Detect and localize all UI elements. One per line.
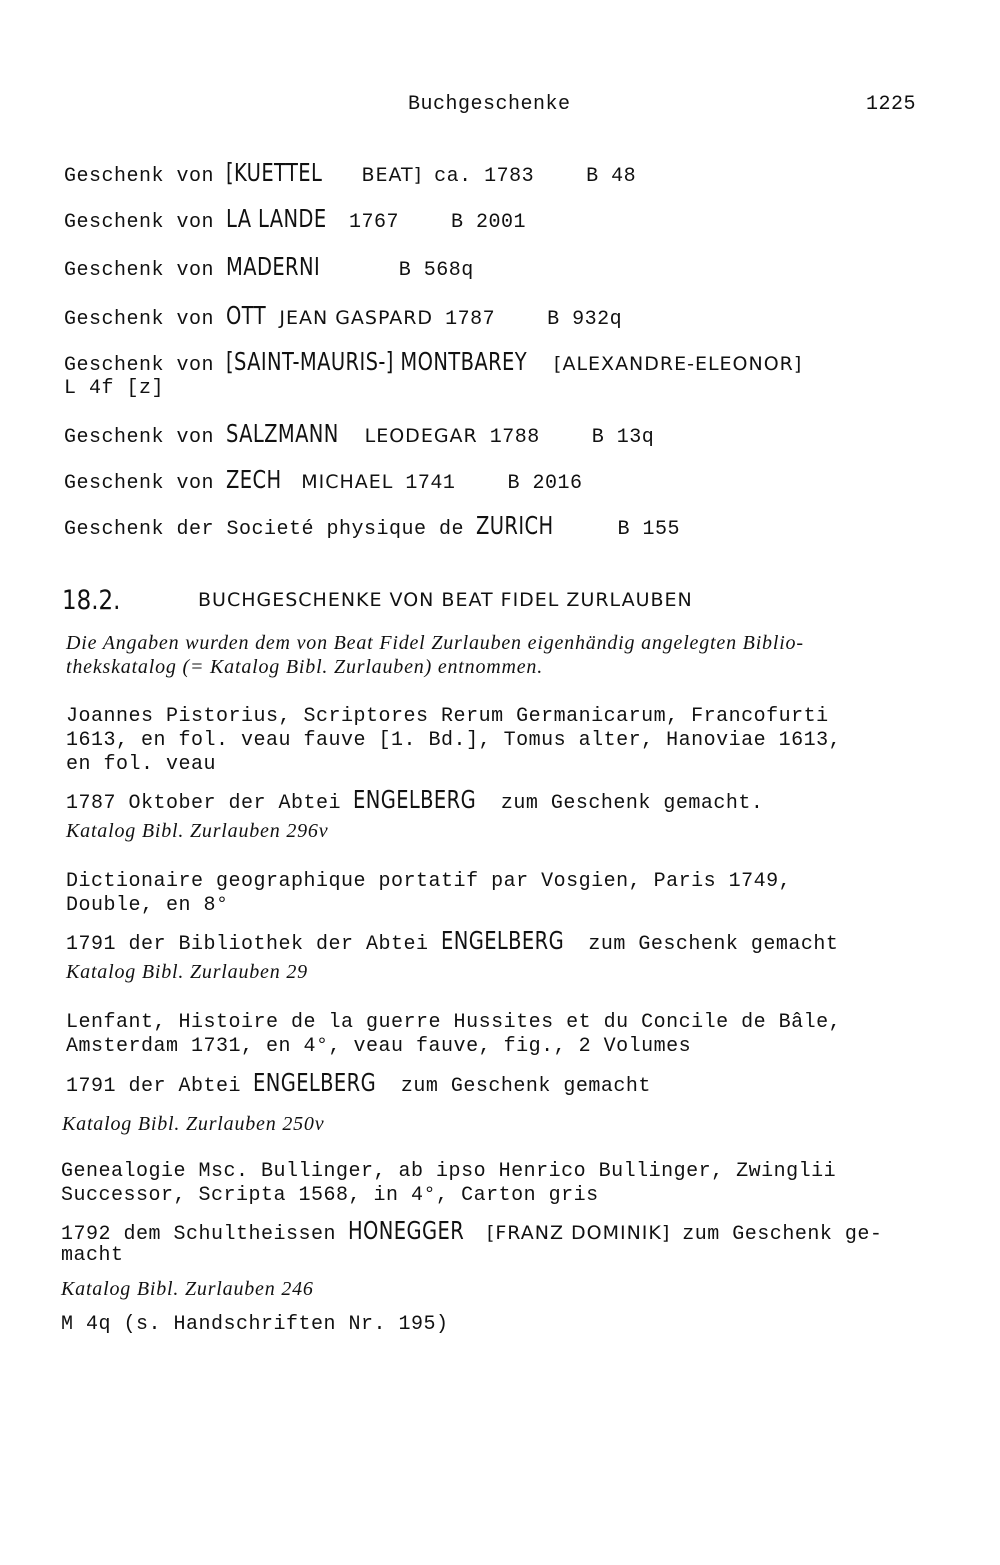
donor-firstname: LEODEGAR xyxy=(364,425,478,447)
note-text: zum Geschenk gemacht. xyxy=(500,792,764,815)
gift-row xyxy=(64,204,526,234)
catalog-reference: Katalog Bibl. Zurlauben 296v xyxy=(66,820,329,842)
shelf-mark: B 2001 xyxy=(451,211,527,234)
shelf-mark: B 48 xyxy=(586,165,637,188)
donor-name: OTT xyxy=(226,301,267,330)
section-heading xyxy=(62,585,131,616)
gift-prefix: Geschenk der Societé physique de xyxy=(64,518,465,541)
shelf-mark: B 932q xyxy=(547,308,623,331)
note-text: zum Geschenk ge- xyxy=(682,1223,883,1246)
shelf-mark: B 13q xyxy=(591,426,655,449)
donor-firstname: JEAN GASPARD xyxy=(279,307,434,329)
gift-prefix: Geschenk von xyxy=(64,211,215,234)
recipient-firstname: [FRANZ DOMINIK] xyxy=(486,1222,671,1244)
catalog-reference: Katalog Bibl. Zurlauben 250v xyxy=(62,1113,325,1135)
gift-prefix: Geschenk von xyxy=(64,308,215,331)
gift-year: ca. 1783 xyxy=(434,165,535,188)
note-text: 1791 der Bibliothek der Abtei xyxy=(66,933,429,956)
note-text: 1792 dem Schultheissen xyxy=(61,1223,337,1246)
shelf-mark: B 2016 xyxy=(507,472,583,495)
entry-note xyxy=(61,1216,882,1246)
gift-row xyxy=(64,158,636,188)
gift-row xyxy=(64,301,622,331)
shelf-mark: B 155 xyxy=(617,518,681,541)
gift-row xyxy=(64,419,654,449)
gift-row xyxy=(64,465,582,495)
running-header: Buchgeschenke xyxy=(408,93,571,116)
gift-row xyxy=(64,511,680,541)
catalog-reference: Katalog Bibl. Zurlauben 246 xyxy=(61,1278,314,1300)
catalog-reference: Katalog Bibl. Zurlauben 29 xyxy=(66,961,308,983)
donor-firstname: BEAT] xyxy=(361,164,423,186)
gift-prefix: Geschenk von xyxy=(64,354,215,377)
donor-name: MADERNI xyxy=(226,252,321,281)
note-text: macht xyxy=(61,1244,124,1267)
note-text: 1787 Oktober der Abtei xyxy=(66,792,342,815)
note-text: 1791 der Abtei xyxy=(66,1075,242,1098)
entry-title: Lenfant, Histoire de la guerre Hussites et du Concile de Bâle, Amsterdam 1731, en 4°, veau fauve, fig., 2 Volumes xyxy=(66,1011,842,1058)
donor-name: LA LANDE xyxy=(226,204,327,233)
gift-year: 1787 xyxy=(445,308,496,331)
gift-row xyxy=(64,252,474,282)
recipient-name: HONEGGER xyxy=(348,1216,465,1245)
entry-title: Genealogie Msc. Bullinger, ab ipso Henrico Bullinger, Zwinglii Successor, Scripta 1568, in 4°, Carton gris xyxy=(61,1160,837,1207)
entry-note xyxy=(66,1068,651,1098)
donor-name: [KUETTEL xyxy=(226,158,323,187)
gift-prefix: Geschenk von xyxy=(64,165,215,188)
gift-prefix: Geschenk von xyxy=(64,426,215,449)
entry-title: Joannes Pistorius, Scriptores Rerum Germanicarum, Francofurti 1613, en fol. veau fauve [1. Bd.], Tomus alter, Hanoviae 1613, en fol. veau xyxy=(66,705,842,776)
gift-prefix: Geschenk von xyxy=(64,472,215,495)
gift-year: 1788 xyxy=(489,426,540,449)
section-intro: Die Angaben wurden dem von Beat Fidel Zurlauben eigenhändig angelegten Biblio- thekskatalog (= Katalog Bibl. Zurlauben) entnommen. xyxy=(66,632,804,678)
gift-row xyxy=(64,347,802,377)
donor-firstname: MICHAEL xyxy=(301,471,394,493)
donor-firstname: [ALEXANDRE-ELEONOR] xyxy=(554,353,803,375)
section-number: 18.2. xyxy=(62,585,121,616)
recipient-name: ENGELBERG xyxy=(353,785,477,814)
gift-prefix: Geschenk von xyxy=(64,259,215,282)
donor-name: ZURICH xyxy=(476,511,554,540)
donor-name: ZECH xyxy=(226,465,282,494)
recipient-name: ENGELBERG xyxy=(253,1068,377,1097)
gift-year: 1767 xyxy=(348,211,399,234)
entry-note xyxy=(66,926,838,956)
manuscript-reference: M 4q (s. Handschriften Nr. 195) xyxy=(61,1313,449,1336)
donor-name: SALZMANN xyxy=(226,419,339,448)
shelf-mark: B 568q xyxy=(398,259,474,282)
page-number: 1225 xyxy=(866,93,917,116)
note-text: zum Geschenk gemacht xyxy=(400,1075,651,1098)
gift-year: 1741 xyxy=(405,472,456,495)
entry-note xyxy=(66,785,763,815)
entry-title: Dictionaire geographique portatif par Vosgien, Paris 1749, Double, en 8° xyxy=(66,870,792,917)
note-text: zum Geschenk gemacht xyxy=(588,933,839,956)
recipient-name: ENGELBERG xyxy=(440,926,564,955)
section-title: BUCHGESCHENKE VON BEAT FIDEL ZURLAUBEN xyxy=(198,589,693,611)
donor-name: [SAINT-MAURIS-] MONTBAREY xyxy=(226,347,528,376)
shelf-mark: L 4f [z] xyxy=(64,377,165,400)
